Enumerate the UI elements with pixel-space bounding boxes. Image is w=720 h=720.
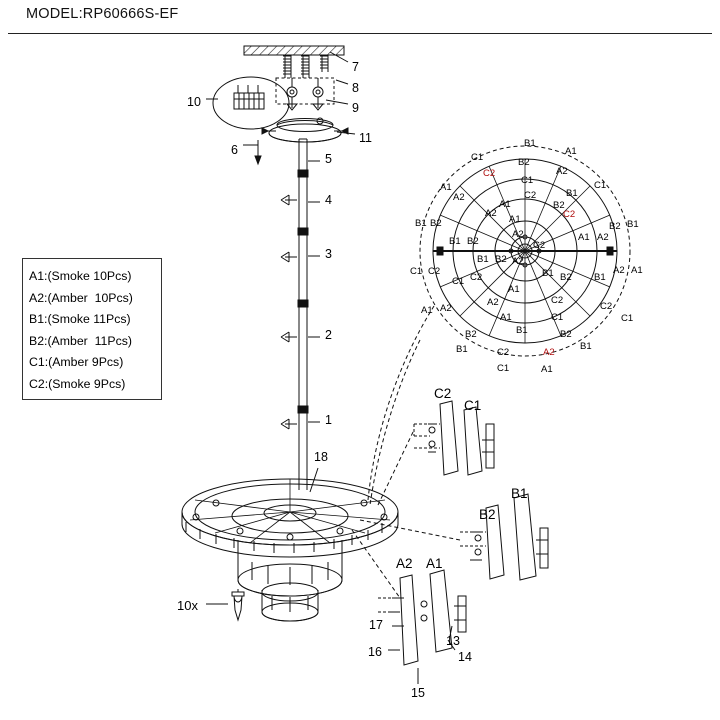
top-view-label: A1 xyxy=(631,265,643,276)
top-view-label: A2 xyxy=(543,347,555,358)
top-view-label: B2 xyxy=(553,200,565,211)
callout-10: 10 xyxy=(187,95,201,109)
break-symbol xyxy=(281,195,297,205)
top-view-label: C2 xyxy=(533,240,546,251)
top-view-label: A1 xyxy=(509,214,521,225)
top-view-label: C1 xyxy=(452,276,465,287)
top-view-label: B1 xyxy=(415,218,427,229)
top-view-label: B1 xyxy=(580,341,592,352)
callout-4: 4 xyxy=(325,193,332,207)
callout-9: 9 xyxy=(352,101,359,115)
legend-line: A2:(Amber 10Pcs) xyxy=(29,290,133,305)
top-view-label: A1 xyxy=(499,199,511,210)
top-view-label: A2 xyxy=(556,166,568,177)
callout-10x: 10x xyxy=(177,598,198,613)
blade-group-b xyxy=(460,494,548,580)
bracket-hardware xyxy=(287,78,323,110)
blade-label-b2: B2 xyxy=(479,507,496,522)
top-view-label: B1 xyxy=(477,254,489,265)
top-view-label: B1 xyxy=(456,344,468,355)
callout-2: 2 xyxy=(325,328,332,342)
top-view-label: C1 xyxy=(410,266,423,277)
ceiling-screws xyxy=(283,55,328,78)
top-view-label: B2 xyxy=(609,221,621,232)
top-view-label: B2 xyxy=(467,236,479,247)
top-view-label: B1 xyxy=(566,188,578,199)
legend-line: B2:(Amber 11Pcs) xyxy=(29,333,132,348)
top-view-label: C1 xyxy=(497,363,510,374)
blade-group-c xyxy=(414,401,494,475)
break-symbol xyxy=(281,419,297,429)
callout-5: 5 xyxy=(325,152,332,166)
top-view-label: A1 xyxy=(421,305,433,316)
top-view-label: B1 xyxy=(627,219,639,230)
top-view-label: C1 xyxy=(594,180,607,191)
canopy xyxy=(262,118,348,142)
top-view-label: B1 xyxy=(542,268,554,279)
callout-3: 3 xyxy=(325,247,332,261)
screw-10x xyxy=(232,589,244,620)
blade-label-a1: A1 xyxy=(426,556,443,571)
top-view-label: B2 xyxy=(560,329,572,340)
legend-line: B1:(Smoke 11Pcs) xyxy=(29,312,131,326)
top-view-label: C1 xyxy=(551,312,564,323)
page-title: MODEL:RP60666S-EF xyxy=(26,6,179,22)
top-view-label: C2 xyxy=(428,266,441,277)
callout-13: 13 xyxy=(446,634,460,648)
callout-16: 16 xyxy=(368,645,382,659)
top-view-label: A2 xyxy=(440,303,452,314)
callout-7: 7 xyxy=(352,60,359,74)
callout-11: 11 xyxy=(359,131,372,145)
callout-6: 6 xyxy=(231,143,238,157)
ceiling-plate xyxy=(244,46,344,55)
callout-1: 1 xyxy=(325,413,332,427)
detail-leader xyxy=(368,306,434,505)
legend-line: C1:(Amber 9Pcs) xyxy=(29,355,124,369)
top-view-label: B1 xyxy=(449,236,461,247)
top-view-label: A2 xyxy=(512,256,524,267)
top-view-label: C2 xyxy=(600,301,613,312)
top-view-label: B1 xyxy=(524,138,536,149)
top-view-label: A2 xyxy=(487,297,499,308)
top-view-label: C2 xyxy=(563,209,576,220)
top-view-label: B2 xyxy=(465,329,477,340)
top-view-label: C2 xyxy=(470,272,483,283)
top-view-label: C1 xyxy=(471,152,484,163)
top-view-label: C2 xyxy=(483,168,496,179)
top-view-label: B2 xyxy=(495,254,507,265)
callout-8: 8 xyxy=(352,81,359,95)
top-view-label: C1 xyxy=(621,313,634,324)
blade-label-a2: A2 xyxy=(396,556,413,571)
callout-14: 14 xyxy=(458,650,472,664)
top-view-label: B2 xyxy=(518,157,530,168)
top-view-label: A1 xyxy=(500,312,512,323)
top-view-label: C2 xyxy=(551,295,564,306)
top-view-label: A1 xyxy=(578,232,590,243)
top-view-label: C1 xyxy=(521,175,534,186)
top-view-label: B2 xyxy=(430,218,442,229)
top-view-label: B2 xyxy=(560,272,572,283)
callout-leaders xyxy=(206,52,455,684)
break-symbol xyxy=(281,252,297,262)
break-symbol xyxy=(281,332,297,342)
callout-17: 17 xyxy=(369,618,383,632)
top-view-label: A1 xyxy=(541,364,553,375)
blade-label-c2: C2 xyxy=(434,386,452,401)
legend-line: A1:(Smoke 10Pcs) xyxy=(29,269,132,283)
detail-bubble xyxy=(213,77,289,129)
callout-18: 18 xyxy=(314,450,328,464)
top-view-label: A1 xyxy=(440,182,452,193)
blade-label-b1: B1 xyxy=(511,486,528,501)
blade-group-a xyxy=(378,570,466,665)
top-view-label: B1 xyxy=(594,272,606,283)
legend-line: C2:(Smoke 9Pcs) xyxy=(29,376,126,391)
downrod xyxy=(281,139,308,490)
top-view-label: A1 xyxy=(508,284,520,295)
top-view-label: A2 xyxy=(485,208,497,219)
top-view-label: A2 xyxy=(512,229,524,240)
top-view-label: A2 xyxy=(597,232,609,243)
top-view-label: B1 xyxy=(516,325,528,336)
top-view-label: A2 xyxy=(613,265,625,276)
top-view-label: C2 xyxy=(524,190,537,201)
blade-label-c1: C1 xyxy=(464,398,482,413)
top-view-label: C2 xyxy=(497,347,510,358)
top-view-label: A1 xyxy=(565,146,577,157)
top-view-label: A2 xyxy=(453,192,465,203)
callout-15: 15 xyxy=(411,686,425,700)
